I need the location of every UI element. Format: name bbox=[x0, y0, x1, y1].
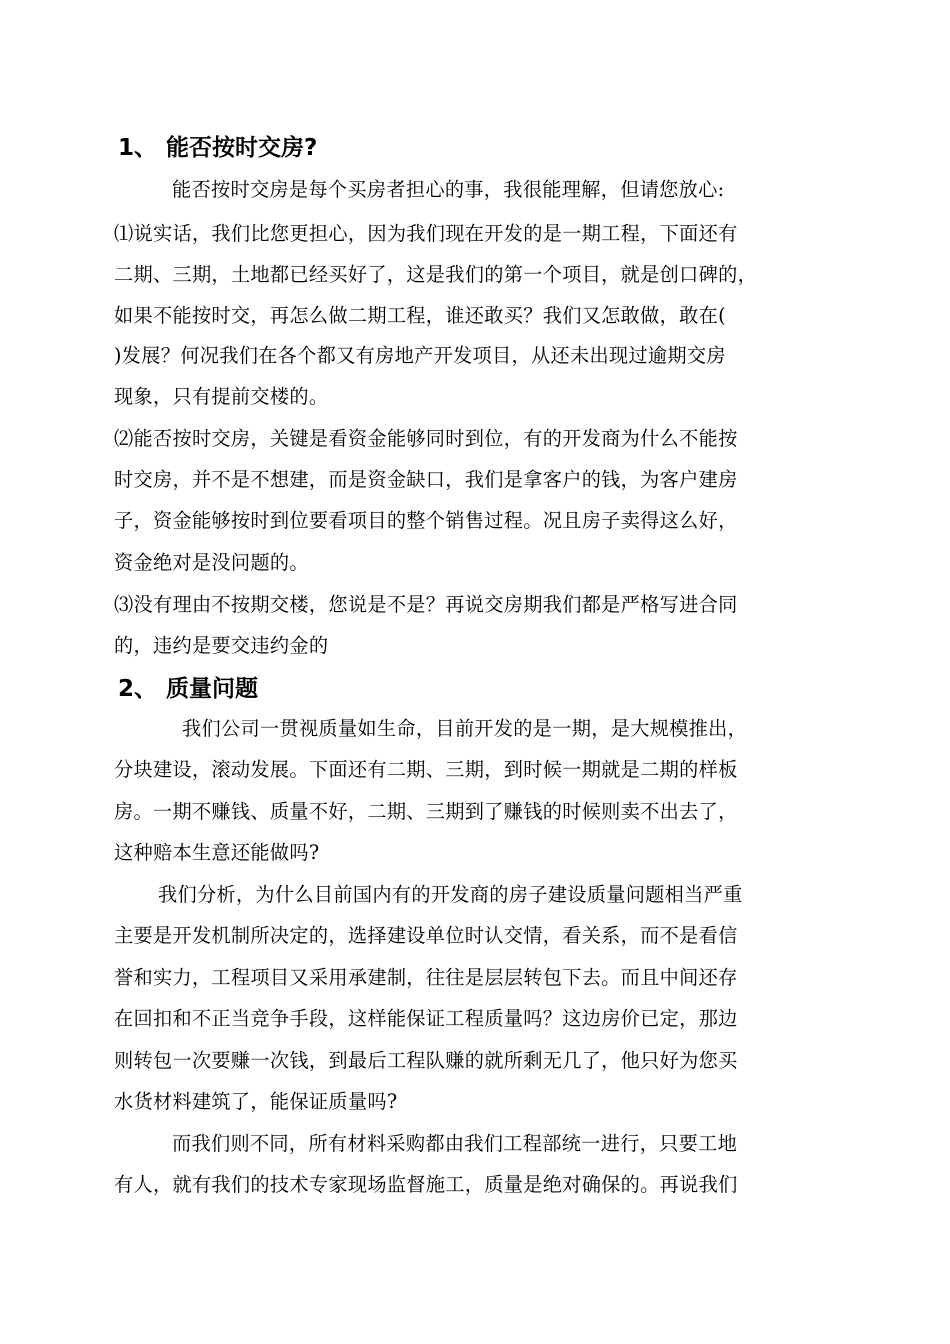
paragraph-line: 则转包一次要赚一次钱，到最后工程队赚的就所剩无几了，他只好为您买 bbox=[114, 1049, 738, 1072]
paragraph-line: 能否按时交房是每个买房者担心的事，我很能理解，但请您放心: bbox=[172, 178, 725, 201]
paragraph-line: 的，违约是要交违约金的 bbox=[114, 634, 329, 657]
section-2-heading bbox=[118, 674, 258, 704]
section-1-number: 1、 bbox=[118, 135, 158, 161]
section-2-number: 2、 bbox=[118, 676, 158, 702]
paragraph-line: 资金绝对是没问题的。 bbox=[114, 551, 309, 574]
paragraph-line: ⑶没有理由不按期交楼，您说是不是？再说交房期我们都是严格写进合同 bbox=[114, 593, 738, 616]
section-1-heading bbox=[118, 133, 317, 163]
paragraph-line: 如果不能按时交，再怎么做二期工程，谁还敢买？我们又怎敢做，敢在( bbox=[114, 304, 726, 327]
paragraph-line: 誉和实力，工程项目又采用承建制，往往是层层转包下去。而且中间还存 bbox=[114, 966, 738, 989]
section-1-title: 能否按时交房? bbox=[166, 135, 318, 161]
paragraph-line: 分块建设，滚动发展。下面还有二期、三期，到时候一期就是二期的样板 bbox=[114, 758, 738, 781]
paragraph-line: 有人，就有我们的技术专家现场监督施工，质量是绝对确保的。再说我们 bbox=[114, 1173, 738, 1196]
paragraph-line: 而我们则不同，所有材料采购都由我们工程部统一进行，只要工地 bbox=[172, 1132, 738, 1155]
paragraph-line: 现象，只有提前交楼的。 bbox=[114, 385, 329, 408]
paragraph-line: 房。一期不赚钱、质量不好，二期、三期到了赚钱的时候则卖不出去了， bbox=[114, 800, 738, 823]
paragraph-line: 子，资金能够按时到位要看项目的整个销售过程。况且房子卖得这么好， bbox=[114, 509, 738, 532]
paragraph-line: 我们公司一贯视质量如生命，目前开发的是一期，是大规模推出， bbox=[182, 717, 748, 740]
paragraph-line: 二期、三期，土地都已经买好了，这是我们的第一个项目，就是创口碑的， bbox=[114, 263, 758, 286]
paragraph-line: 主要是开发机制所决定的，选择建设单位时认交情，看关系，而不是看信 bbox=[114, 924, 738, 947]
paragraph-line: 时交房，并不是不想建，而是资金缺口，我们是拿客户的钱，为客户建房 bbox=[114, 468, 738, 491]
paragraph-line: 水货材料建筑了，能保证质量吗? bbox=[114, 1090, 398, 1113]
paragraph-line: 这种赔本生意还能做吗? bbox=[114, 841, 320, 864]
section-2-title: 质量问题 bbox=[166, 676, 258, 702]
paragraph-line: 在回扣和不正当竞争手段，这样能保证工程质量吗？这边房价已定，那边 bbox=[114, 1007, 738, 1030]
paragraph-line: )发展？何况我们在各个都又有房地产开发项目，从还未出现过逾期交房 bbox=[114, 344, 726, 367]
paragraph-line: ⑴说实话，我们比您更担心，因为我们现在开发的是一期工程，下面还有 bbox=[114, 222, 738, 245]
paragraph-line: 我们分析，为什么目前国内有的开发商的房子建设质量问题相当严重 bbox=[158, 883, 743, 906]
paragraph-line: ⑵能否按时交房，关键是看资金能够同时到位，有的开发商为什么不能按 bbox=[114, 427, 738, 450]
